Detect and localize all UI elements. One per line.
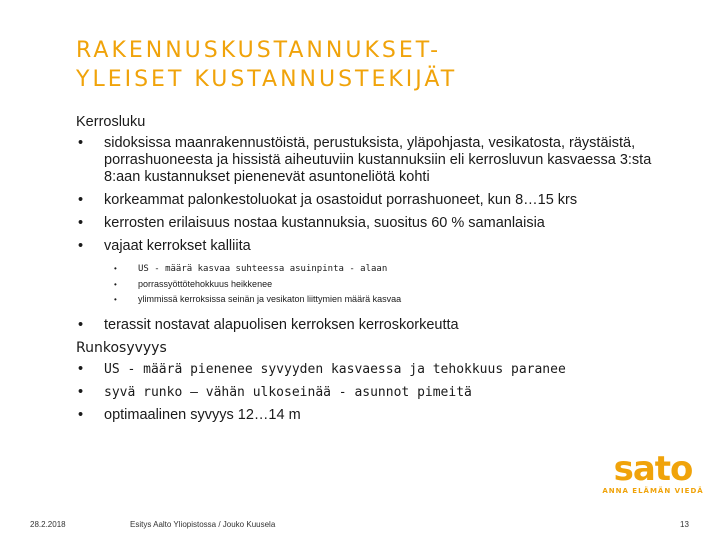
list-item-text: US - määrä pienenee syvyyden kasvaessa ja tehokkuus paranee: [104, 362, 566, 377]
slide-title-line-2: YLEISET KUSTANNUSTEKIJÄT: [76, 67, 458, 92]
list-item-text: kerrosten erilaisuus nostaa kustannuksia, suositus 60 % samanlaisia: [104, 215, 545, 231]
sub-list-item-text: ylimmissä kerroksissa seinän ja vesikaton liittymien määrä kasvaa: [138, 294, 402, 304]
list-item: [76, 135, 676, 186]
bullet-icon: •: [78, 361, 84, 377]
list-item: [76, 215, 676, 232]
bullet-icon: •: [78, 384, 84, 400]
bullet-icon: •: [78, 317, 84, 333]
section-heading-runkosyvyys: Runkosyvyys: [76, 340, 167, 356]
list-item: [76, 384, 676, 401]
list-item-text: sidoksissa maanrakennustöistä, perustuksista, yläpohjasta, vesikatosta, räystäistä, porrashuoneesta ja hissistä aiheutuviin kustannuksiin eli kerrosluvun kasvaessa 3:sta 8:aan kustannukset pienenevät asuntoneliötä kohti: [104, 135, 652, 185]
sub-list-item: [76, 261, 676, 277]
section-heading-kerrosluku: Kerrosluku: [76, 114, 146, 130]
bullet-icon: •: [78, 192, 84, 208]
sub-list-item-text: US - määrä kasvaa suhteessa asuinpinta - alaan: [138, 264, 388, 274]
bullet-icon: •: [114, 295, 117, 304]
logo-tagline: ANNA ELÄMÄN VIEDÄ: [602, 487, 704, 495]
slide-title-line-1: RAKENNUSKUSTANNUKSET-: [76, 38, 442, 63]
sub-list-item-text: porrassyöttötehokkuus heikkenee: [138, 279, 273, 289]
list-item: [76, 192, 676, 209]
sato-logo: [598, 450, 708, 500]
list-item-text: korkeammat palonkestoluokat ja osastoidut porrashuoneet, kun 8…15 krs: [104, 192, 578, 208]
bullet-icon: •: [78, 238, 84, 254]
logo-wordmark: sato: [613, 450, 693, 489]
list-item-text: vajaat kerrokset kalliita: [104, 238, 251, 254]
page-number: 13: [680, 520, 689, 529]
slide-content: [76, 114, 676, 430]
sub-list: [76, 261, 676, 307]
sub-list-item: [76, 292, 676, 307]
slide-title: [76, 36, 696, 94]
bullet-icon: •: [78, 215, 84, 231]
footer-date: 28.2.2018: [30, 520, 66, 529]
list-item-text: optimaalinen syvyys 12…14 m: [104, 407, 301, 423]
bullet-icon: •: [78, 407, 84, 423]
bullet-icon: •: [78, 135, 84, 151]
sub-list-item: [76, 277, 676, 292]
bullet-icon: •: [114, 280, 117, 289]
list-item: [76, 317, 676, 334]
list-item: [76, 361, 676, 378]
footer-presenter: Esitys Aalto Yliopistossa / Jouko Kuusela: [130, 520, 276, 529]
list-item: [76, 407, 676, 424]
list-item: [76, 238, 676, 255]
bullet-icon: •: [114, 264, 117, 273]
list-item-text: syvä runko – vähän ulkoseinää - asunnot pimeitä: [104, 385, 472, 400]
list-item-text: terassit nostavat alapuolisen kerroksen kerroskorkeutta: [104, 317, 459, 333]
